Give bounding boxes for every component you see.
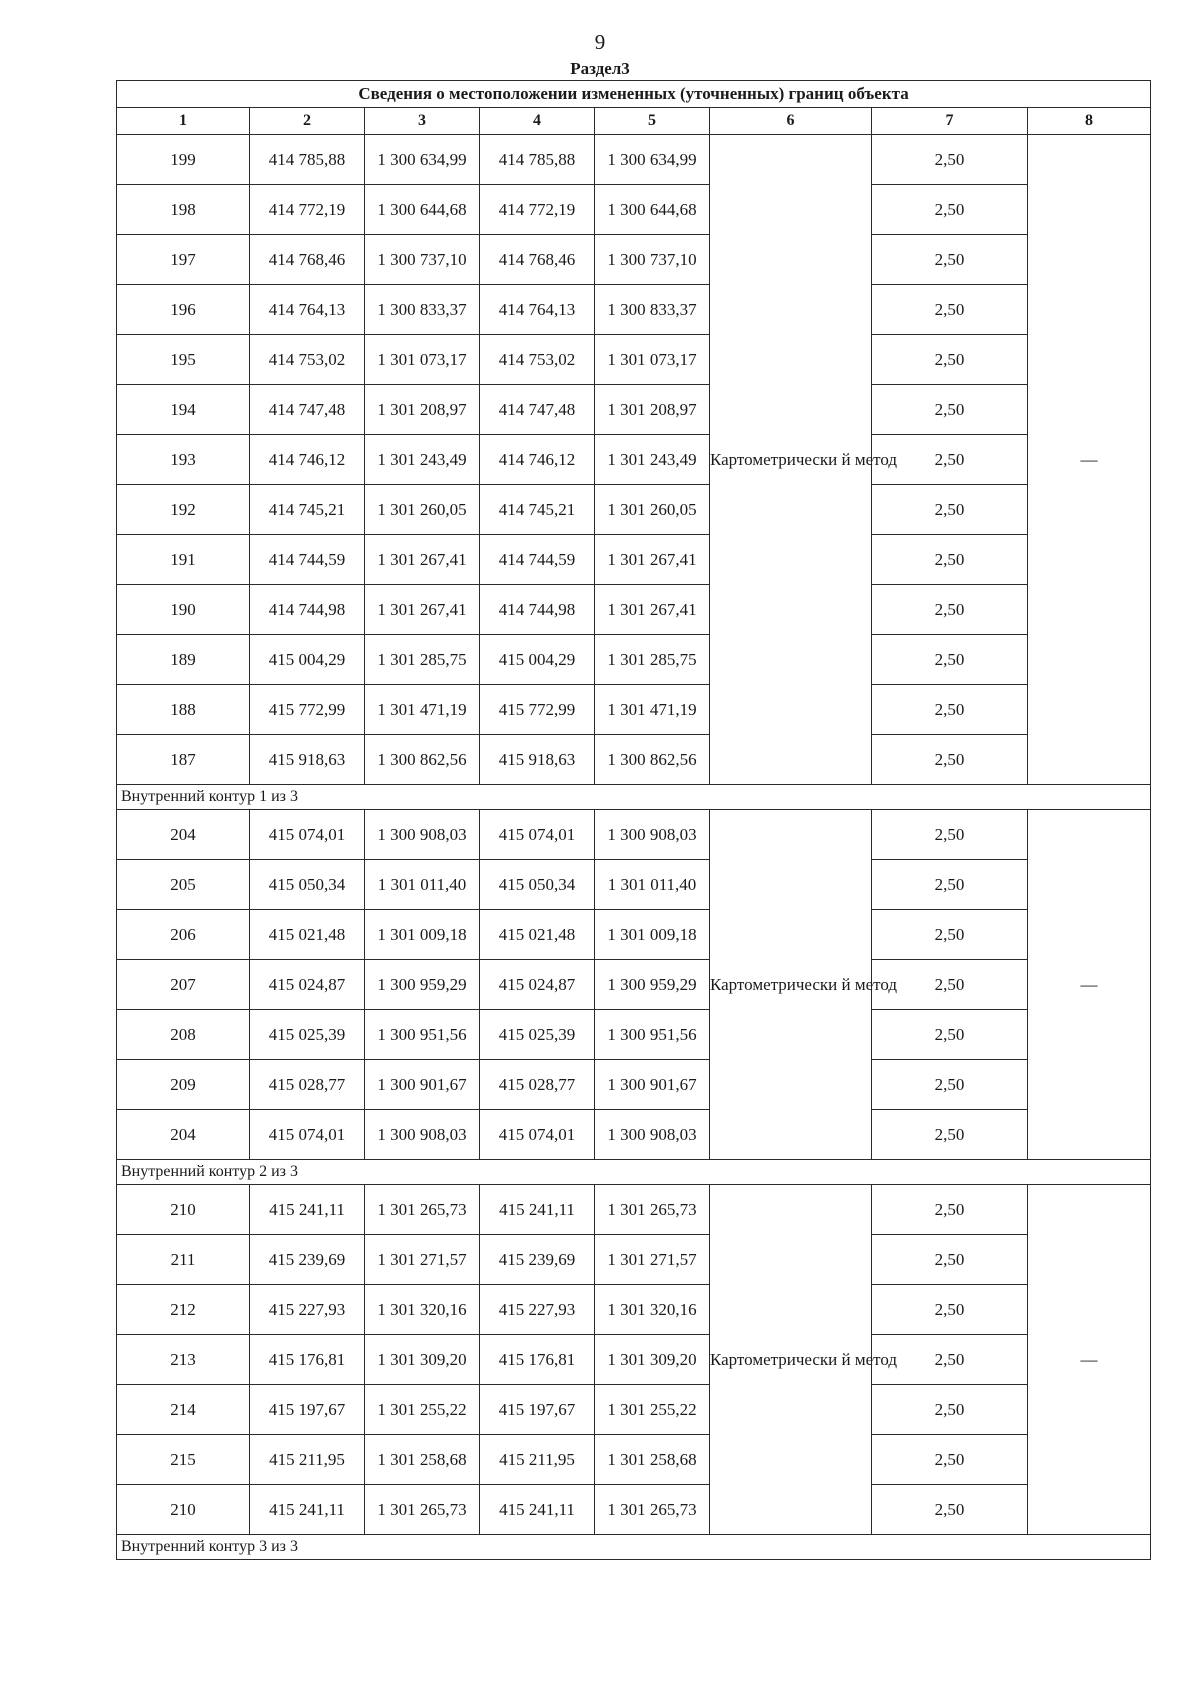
x-existing-cell: 414 747,48	[250, 385, 365, 435]
table-row	[117, 860, 1151, 910]
x-existing-cell: 415 024,87	[250, 960, 365, 1010]
y-new-cell: 1 301 073,17	[595, 335, 710, 385]
point-number-cell: 211	[117, 1235, 250, 1285]
table-row	[117, 1010, 1151, 1060]
column-number: 4	[480, 108, 595, 135]
point-number-cell: 207	[117, 960, 250, 1010]
y-new-cell: 1 300 951,56	[595, 1010, 710, 1060]
point-number-cell: 213	[117, 1335, 250, 1385]
y-new-cell: 1 301 009,18	[595, 910, 710, 960]
point-number-cell: 187	[117, 735, 250, 785]
accuracy-cell: 2,50	[872, 860, 1028, 910]
accuracy-cell: 2,50	[872, 1335, 1028, 1385]
point-number-cell: 198	[117, 185, 250, 235]
table-caption-row	[117, 81, 1151, 108]
table-caption: Сведения о местоположении измененных (уточненных) границ объекта	[117, 81, 1151, 108]
note-cell: —	[1028, 810, 1151, 1160]
table-row	[117, 185, 1151, 235]
x-new-cell: 414 745,21	[480, 485, 595, 535]
x-new-cell: 415 074,01	[480, 810, 595, 860]
x-new-cell: 415 772,99	[480, 685, 595, 735]
y-new-cell: 1 300 644,68	[595, 185, 710, 235]
y-new-cell: 1 301 285,75	[595, 635, 710, 685]
y-existing-cell: 1 300 901,67	[365, 1060, 480, 1110]
x-existing-cell: 415 241,11	[250, 1185, 365, 1235]
table-row	[117, 1185, 1151, 1235]
table-row	[117, 810, 1151, 860]
y-new-cell: 1 301 471,19	[595, 685, 710, 735]
point-number-cell: 195	[117, 335, 250, 385]
y-existing-cell: 1 301 309,20	[365, 1335, 480, 1385]
point-number-cell: 199	[117, 135, 250, 185]
point-number-cell: 193	[117, 435, 250, 485]
point-number-cell: 204	[117, 810, 250, 860]
point-number-cell: 204	[117, 1110, 250, 1160]
x-new-cell: 414 747,48	[480, 385, 595, 435]
point-number-cell: 190	[117, 585, 250, 635]
coordinates-table	[116, 80, 1151, 1560]
x-new-cell: 414 746,12	[480, 435, 595, 485]
y-new-cell: 1 301 267,41	[595, 535, 710, 585]
method-cell: Картометрически й метод	[710, 810, 872, 1160]
point-number-cell: 192	[117, 485, 250, 535]
point-number-cell: 215	[117, 1435, 250, 1485]
x-existing-cell: 415 241,11	[250, 1485, 365, 1535]
y-existing-cell: 1 301 265,73	[365, 1185, 480, 1235]
accuracy-cell: 2,50	[872, 485, 1028, 535]
accuracy-cell: 2,50	[872, 1285, 1028, 1335]
y-new-cell: 1 301 265,73	[595, 1485, 710, 1535]
y-existing-cell: 1 301 271,57	[365, 1235, 480, 1285]
accuracy-cell: 2,50	[872, 1110, 1028, 1160]
note-cell: —	[1028, 135, 1151, 785]
x-new-cell: 415 918,63	[480, 735, 595, 785]
point-number-cell: 209	[117, 1060, 250, 1110]
table-row	[117, 235, 1151, 285]
y-existing-cell: 1 301 267,41	[365, 535, 480, 585]
column-number: 1	[117, 108, 250, 135]
point-number-cell: 206	[117, 910, 250, 960]
y-existing-cell: 1 300 644,68	[365, 185, 480, 235]
y-new-cell: 1 300 737,10	[595, 235, 710, 285]
accuracy-cell: 2,50	[872, 585, 1028, 635]
x-existing-cell: 414 764,13	[250, 285, 365, 335]
column-number: 7	[872, 108, 1028, 135]
x-new-cell: 415 021,48	[480, 910, 595, 960]
point-number-cell: 197	[117, 235, 250, 285]
accuracy-cell: 2,50	[872, 535, 1028, 585]
x-existing-cell: 415 021,48	[250, 910, 365, 960]
accuracy-cell: 2,50	[872, 1385, 1028, 1435]
x-existing-cell: 415 004,29	[250, 635, 365, 685]
x-new-cell: 415 074,01	[480, 1110, 595, 1160]
x-new-cell: 415 197,67	[480, 1385, 595, 1435]
point-number-cell: 205	[117, 860, 250, 910]
x-new-cell: 414 753,02	[480, 335, 595, 385]
x-new-cell: 415 050,34	[480, 860, 595, 910]
y-existing-cell: 1 301 320,16	[365, 1285, 480, 1335]
point-number-cell: 188	[117, 685, 250, 735]
contour-label-row	[117, 1535, 1151, 1560]
y-existing-cell: 1 301 073,17	[365, 335, 480, 385]
column-number: 3	[365, 108, 480, 135]
point-number-cell: 210	[117, 1485, 250, 1535]
x-existing-cell: 415 025,39	[250, 1010, 365, 1060]
accuracy-cell: 2,50	[872, 135, 1028, 185]
table-row	[117, 335, 1151, 385]
y-existing-cell: 1 301 011,40	[365, 860, 480, 910]
accuracy-cell: 2,50	[872, 1485, 1028, 1535]
y-existing-cell: 1 301 260,05	[365, 485, 480, 535]
x-existing-cell: 415 918,63	[250, 735, 365, 785]
x-existing-cell: 414 745,21	[250, 485, 365, 535]
x-new-cell: 415 024,87	[480, 960, 595, 1010]
y-new-cell: 1 301 267,41	[595, 585, 710, 635]
x-existing-cell: 414 744,59	[250, 535, 365, 585]
y-new-cell: 1 300 833,37	[595, 285, 710, 335]
y-existing-cell: 1 300 908,03	[365, 810, 480, 860]
y-existing-cell: 1 301 208,97	[365, 385, 480, 435]
accuracy-cell: 2,50	[872, 335, 1028, 385]
x-new-cell: 414 785,88	[480, 135, 595, 185]
x-existing-cell: 415 239,69	[250, 1235, 365, 1285]
column-number: 6	[710, 108, 872, 135]
accuracy-cell: 2,50	[872, 1435, 1028, 1485]
y-new-cell: 1 301 258,68	[595, 1435, 710, 1485]
x-existing-cell: 414 746,12	[250, 435, 365, 485]
x-new-cell: 415 227,93	[480, 1285, 595, 1335]
contour-label: Внутренний контур 3 из 3	[117, 1535, 1151, 1560]
x-existing-cell: 415 211,95	[250, 1435, 365, 1485]
point-number-cell: 214	[117, 1385, 250, 1435]
column-numbers-row	[117, 108, 1151, 135]
x-existing-cell: 414 768,46	[250, 235, 365, 285]
accuracy-cell: 2,50	[872, 1235, 1028, 1285]
table-row	[117, 1110, 1151, 1160]
y-new-cell: 1 301 320,16	[595, 1285, 710, 1335]
point-number-cell: 212	[117, 1285, 250, 1335]
table-row	[117, 960, 1151, 1010]
accuracy-cell: 2,50	[872, 185, 1028, 235]
y-existing-cell: 1 300 908,03	[365, 1110, 480, 1160]
column-number: 8	[1028, 108, 1151, 135]
y-new-cell: 1 301 271,57	[595, 1235, 710, 1285]
x-new-cell: 415 028,77	[480, 1060, 595, 1110]
point-number-cell: 208	[117, 1010, 250, 1060]
note-cell: —	[1028, 1185, 1151, 1535]
x-new-cell: 414 764,13	[480, 285, 595, 335]
y-new-cell: 1 301 309,20	[595, 1335, 710, 1385]
section-title: Раздел3	[570, 59, 630, 78]
x-new-cell: 415 241,11	[480, 1185, 595, 1235]
x-new-cell: 415 239,69	[480, 1235, 595, 1285]
contour-label: Внутренний контур 2 из 3	[117, 1160, 1151, 1185]
accuracy-cell: 2,50	[872, 635, 1028, 685]
accuracy-cell: 2,50	[872, 735, 1028, 785]
table-row	[117, 385, 1151, 435]
x-existing-cell: 415 197,67	[250, 1385, 365, 1435]
y-new-cell: 1 301 011,40	[595, 860, 710, 910]
x-new-cell: 415 004,29	[480, 635, 595, 685]
column-number: 2	[250, 108, 365, 135]
y-existing-cell: 1 300 959,29	[365, 960, 480, 1010]
column-number: 5	[595, 108, 710, 135]
accuracy-cell: 2,50	[872, 960, 1028, 1010]
accuracy-cell: 2,50	[872, 1060, 1028, 1110]
y-existing-cell: 1 300 737,10	[365, 235, 480, 285]
table-row	[117, 435, 1151, 485]
y-existing-cell: 1 300 951,56	[365, 1010, 480, 1060]
table-row	[117, 635, 1151, 685]
y-new-cell: 1 301 208,97	[595, 385, 710, 435]
y-new-cell: 1 301 243,49	[595, 435, 710, 485]
table-row	[117, 1485, 1151, 1535]
table-row	[117, 735, 1151, 785]
y-new-cell: 1 300 862,56	[595, 735, 710, 785]
point-number-cell: 191	[117, 535, 250, 585]
y-new-cell: 1 300 959,29	[595, 960, 710, 1010]
y-existing-cell: 1 301 285,75	[365, 635, 480, 685]
y-new-cell: 1 301 260,05	[595, 485, 710, 535]
accuracy-cell: 2,50	[872, 810, 1028, 860]
y-existing-cell: 1 300 833,37	[365, 285, 480, 335]
x-existing-cell: 415 772,99	[250, 685, 365, 735]
table-row	[117, 1385, 1151, 1435]
y-existing-cell: 1 301 009,18	[365, 910, 480, 960]
y-new-cell: 1 300 908,03	[595, 810, 710, 860]
accuracy-cell: 2,50	[872, 285, 1028, 335]
y-existing-cell: 1 301 243,49	[365, 435, 480, 485]
x-existing-cell: 414 772,19	[250, 185, 365, 235]
accuracy-cell: 2,50	[872, 685, 1028, 735]
x-existing-cell: 415 227,93	[250, 1285, 365, 1335]
method-cell: Картометрически й метод	[710, 1185, 872, 1535]
contour-label-row	[117, 1160, 1151, 1185]
x-new-cell: 415 025,39	[480, 1010, 595, 1060]
page-number: 9	[594, 30, 606, 54]
y-existing-cell: 1 301 267,41	[365, 585, 480, 635]
y-new-cell: 1 300 901,67	[595, 1060, 710, 1110]
x-new-cell: 414 772,19	[480, 185, 595, 235]
table-row	[117, 585, 1151, 635]
x-new-cell: 414 768,46	[480, 235, 595, 285]
y-existing-cell: 1 301 471,19	[365, 685, 480, 735]
x-new-cell: 415 176,81	[480, 1335, 595, 1385]
table-body	[117, 81, 1151, 1560]
x-existing-cell: 414 753,02	[250, 335, 365, 385]
point-number-cell: 189	[117, 635, 250, 685]
y-existing-cell: 1 300 862,56	[365, 735, 480, 785]
y-existing-cell: 1 300 634,99	[365, 135, 480, 185]
point-number-cell: 196	[117, 285, 250, 335]
x-existing-cell: 415 050,34	[250, 860, 365, 910]
y-existing-cell: 1 301 255,22	[365, 1385, 480, 1435]
point-number-cell: 194	[117, 385, 250, 435]
x-new-cell: 414 744,59	[480, 535, 595, 585]
accuracy-cell: 2,50	[872, 1010, 1028, 1060]
table-row	[117, 1285, 1151, 1335]
x-new-cell: 415 241,11	[480, 1485, 595, 1535]
accuracy-cell: 2,50	[872, 235, 1028, 285]
y-existing-cell: 1 301 258,68	[365, 1435, 480, 1485]
accuracy-cell: 2,50	[872, 385, 1028, 435]
y-new-cell: 1 301 265,73	[595, 1185, 710, 1235]
x-existing-cell: 415 074,01	[250, 810, 365, 860]
x-new-cell: 415 211,95	[480, 1435, 595, 1485]
y-new-cell: 1 300 908,03	[595, 1110, 710, 1160]
x-existing-cell: 415 074,01	[250, 1110, 365, 1160]
x-existing-cell: 415 028,77	[250, 1060, 365, 1110]
table-row	[117, 285, 1151, 335]
y-new-cell: 1 300 634,99	[595, 135, 710, 185]
y-new-cell: 1 301 255,22	[595, 1385, 710, 1435]
table-row	[117, 1435, 1151, 1485]
accuracy-cell: 2,50	[872, 910, 1028, 960]
table-row	[117, 1235, 1151, 1285]
x-existing-cell: 414 744,98	[250, 585, 365, 635]
x-existing-cell: 415 176,81	[250, 1335, 365, 1385]
contour-label: Внутренний контур 1 из 3	[117, 785, 1151, 810]
x-new-cell: 414 744,98	[480, 585, 595, 635]
table-row	[117, 910, 1151, 960]
table-row	[117, 135, 1151, 185]
method-cell: Картометрически й метод	[710, 135, 872, 785]
x-existing-cell: 414 785,88	[250, 135, 365, 185]
table-row	[117, 1335, 1151, 1385]
contour-label-row	[117, 785, 1151, 810]
accuracy-cell: 2,50	[872, 435, 1028, 485]
accuracy-cell: 2,50	[872, 1185, 1028, 1235]
y-existing-cell: 1 301 265,73	[365, 1485, 480, 1535]
table-row	[117, 1060, 1151, 1110]
point-number-cell: 210	[117, 1185, 250, 1235]
table-row	[117, 685, 1151, 735]
table-row	[117, 535, 1151, 585]
table-row	[117, 485, 1151, 535]
